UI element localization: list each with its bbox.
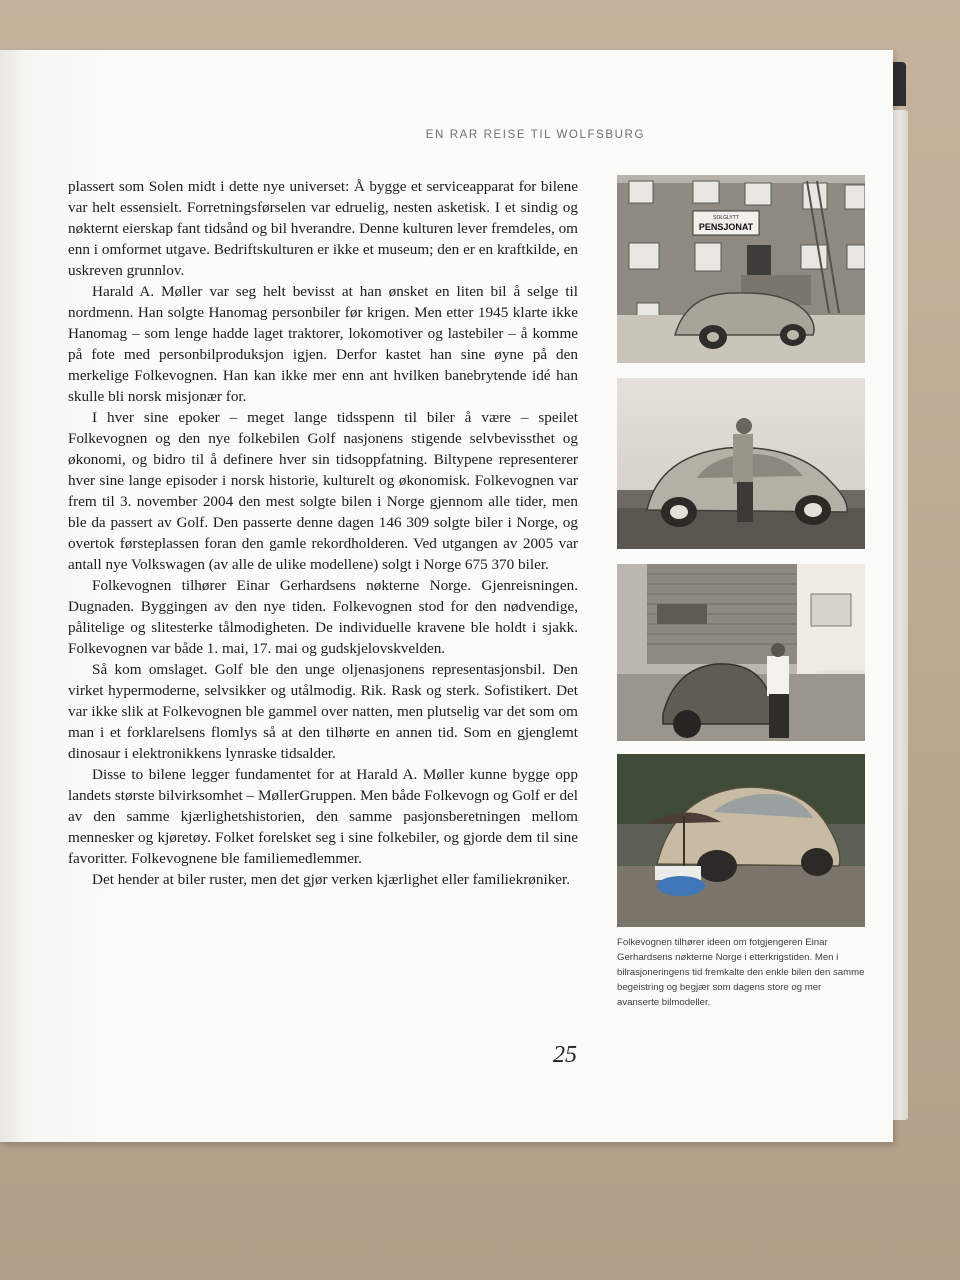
paragraph: Disse to bilene legger fundamentet for at Harald A. Møller kunne bygge opp landets største bilvirksomhet – MøllerGruppen. Men både Folkevogn og Golf er del av den samme kjærlighetshistorien, den samme pasjonsberetningen mellom mennesker og kjøretøy. Folket forelsket seg i sine folkebiler, og gjorde dem til sine favoritter. Folkevognene ble familiemedlemmer. (68, 766, 578, 867)
sign-top-text: SOLGLYTT (713, 215, 739, 221)
paragraph: I hver sine epoker – meget lange tidsspenn til biler å være – speilet Folkevognen og den nye folkebilen Golf nasjonens stigende selvbevissthet og økonomi, og bidro til å definere hver sin tidsoppfatning. Biltypene representerer hver sine lange episoder i norsk historie, kulturelt og økonomisk. Folkevognen var frem til 3. november 2004 den mest solgte bilen i Norge gjennom alle tider, men ble da passert av Golf. Den passerte denne dagen 146 309 solgte biler i Norge, og overtok førsteplassen foran den gamle rekordholderen. Ved utgangen av 2005 var antall nye Volkswagen (av alle de ulike modellene) solgt i Norge 675 370 biler. (68, 409, 578, 573)
paragraph: Harald A. Møller var seg helt bevisst at han ønsket en liten bil å selge til nordmenn. Han solgte Hanomag personbiler før krigen. Men etter 1945 klarte ikke Hanomag – som lenge hadde laget traktorer, lokomotiver og lastebiler – å komme på fote med personbilproduksjon igjen. Derfor kastet han sine øyne på den merkelige Folkevognen. Han kan ikke mer enn ant hvilken banebrytende idé han skulle bli norsk misjonær for. (68, 283, 578, 405)
paragraph: Det hender at biler ruster, men det gjør verken kjærlighet eller familiekrøniker. (92, 871, 571, 888)
running-head: EN RAR REISE TIL WOLFSBURG (425, 129, 645, 141)
photo-woman-with-car (617, 564, 865, 741)
paragraph: Folkevognen tilhører Einar Gerhardsens nøkterne Norge. Gjenreisningen. Dugnaden. Byggingen av den nye tiden. Folkevognen stod for den nødvendige, pålitelige og slitesterke tålmodigheten. De individuelle kravene ble holdt i sjakk. Folkevognen var både 1. mai, 17. mai og gudskjelovskvelden. (68, 577, 578, 657)
photo-man-with-car (617, 378, 865, 549)
body-text (68, 176, 578, 890)
photo-pension-building (617, 175, 865, 363)
paragraph: plassert som Solen midt i dette nye universet: Å bygge et serviceapparat for bilene var helt essensielt. Forretningsførselen var edruelig, nesten asketisk. I et sindig og nøkternt eierskap fant tidsånd og bil hverandre. Denne kulturen lever fremdeles, om enn i omformet utgave. Bedriftskulturen er ikke et museum; den er en kraftkilde, en uskreven grunnlov. (68, 178, 578, 279)
photo-car-with-umbrella (617, 754, 865, 927)
photo-caption: Folkevognen tilhører ideen om fotgjengeren Einar Gerhardsens nøkterne Norge i etterkrigstiden. Men i bilrasjoneringens tid fremkalte den enkle bilen den samme begeistring og begjær som dagens store og mer avanserte bilmodeller. (617, 937, 865, 1008)
page-number: 25 (553, 1042, 577, 1068)
sign-main-text: PENSJONAT (698, 222, 754, 232)
paragraph: Så kom omslaget. Golf ble den unge oljenasjonens representasjonsbil. Den virket hypermoderne, selvsikker og utålmodig. Rik. Rask og sterk. Sofistikert. Det var ikke slik at Folkevognen ble gammel over natten, men plutselig var det som om man i et forklarelsens flomlys så at den tilhørte en annen tid. Som en gjenglemt dinosaur i elektronikkens lynraske tidsalder. (68, 661, 578, 762)
